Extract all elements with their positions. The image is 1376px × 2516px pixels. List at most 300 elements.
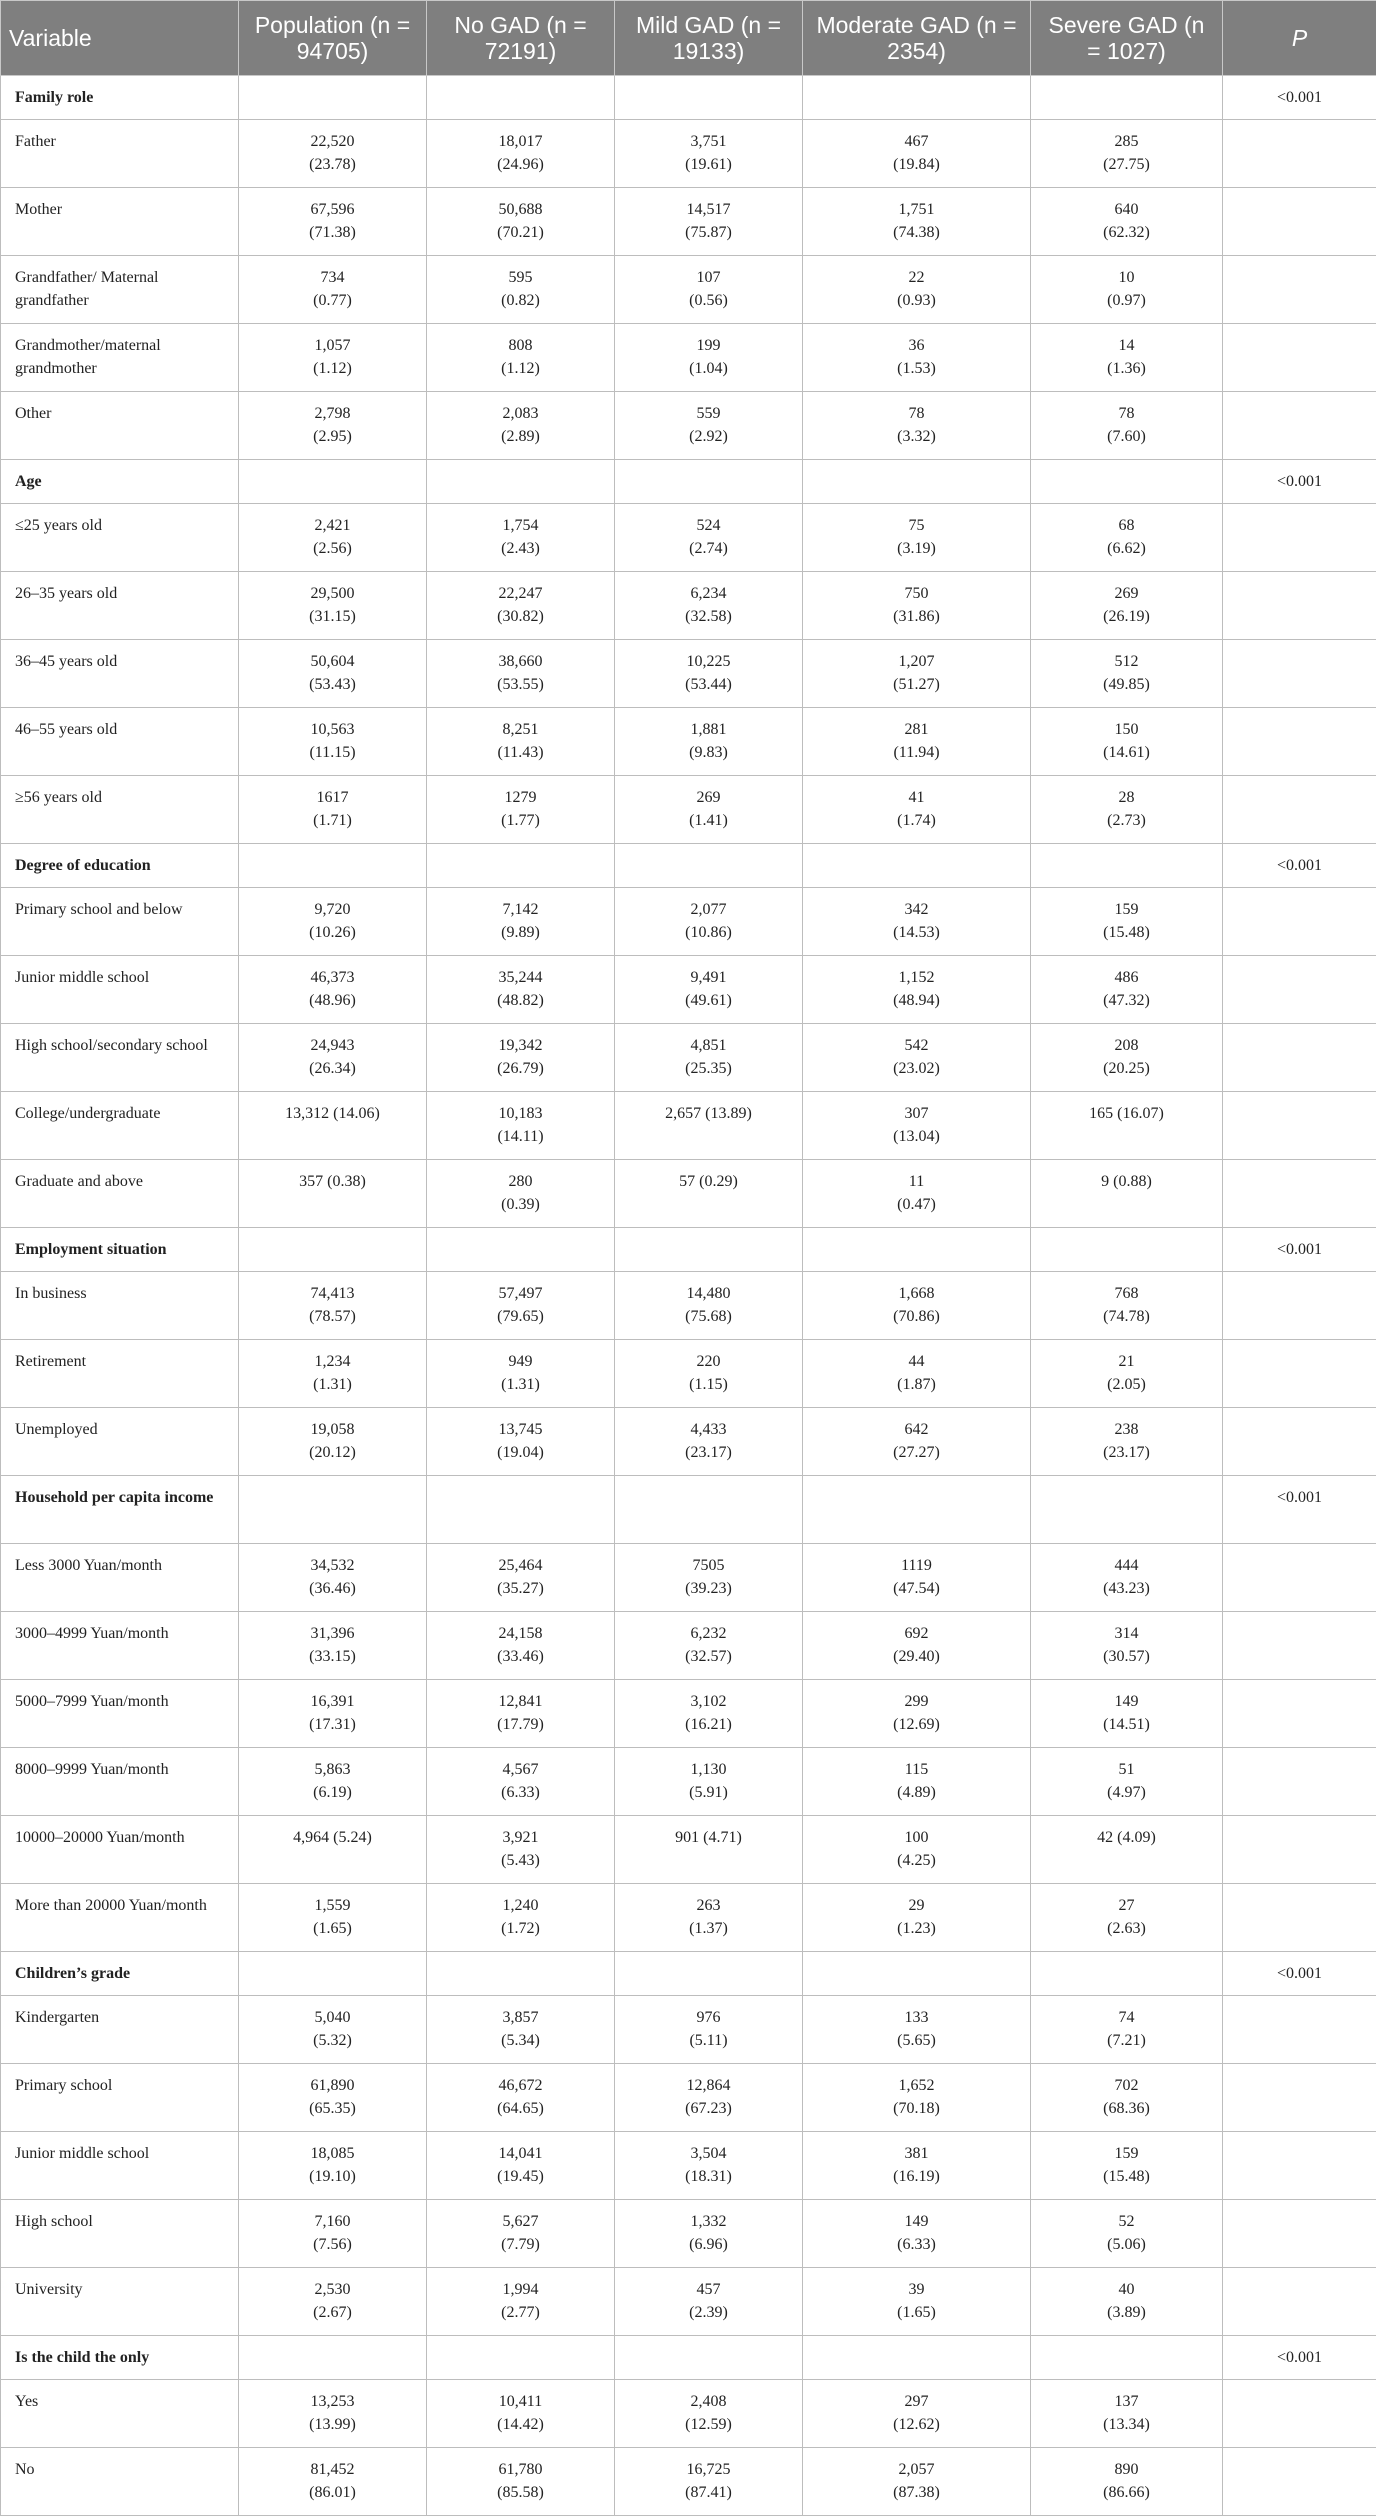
row-label: University [1, 2268, 239, 2336]
empty-cell [427, 1228, 615, 1272]
value-cell [1031, 1160, 1223, 1228]
value-cell [803, 2380, 1031, 2448]
count-text: 640 [1043, 198, 1210, 221]
row-label: 8000–9999 Yuan/month [1, 1748, 239, 1816]
empty-cell [1223, 1024, 1376, 1092]
count-text: 559 [627, 402, 790, 425]
count-text: 381 [815, 2142, 1018, 2165]
percent-text: (23.17) [1043, 1441, 1210, 1464]
count-text: 1,668 [815, 1282, 1018, 1305]
percent-text: (78.57) [251, 1305, 414, 1328]
value-cell [803, 392, 1031, 460]
section-row [1, 460, 1376, 504]
percent-text: (14.51) [1043, 1713, 1210, 1736]
value-cell [1031, 1884, 1223, 1952]
percent-text: (5.32) [251, 2029, 414, 2052]
value-cell [803, 2448, 1031, 2516]
count-text: 1,881 [627, 718, 790, 741]
count-text: 1,207 [815, 650, 1018, 673]
percent-text: (31.86) [815, 605, 1018, 628]
row-label: 36–45 years old [1, 640, 239, 708]
value-cell [803, 1816, 1031, 1884]
percent-text: (7.60) [1043, 425, 1210, 448]
percent-text: (1.65) [251, 1917, 414, 1940]
value-cell [239, 2380, 427, 2448]
percent-text: (53.44) [627, 673, 790, 696]
value-cell [803, 956, 1031, 1024]
percent-text: (19.10) [251, 2165, 414, 2188]
percent-text: (62.32) [1043, 221, 1210, 244]
percent-text: (0.93) [815, 289, 1018, 312]
value-cell [803, 1024, 1031, 1092]
percent-text: (74.78) [1043, 1305, 1210, 1328]
percent-text: (19.61) [627, 153, 790, 176]
table-row [1, 1544, 1376, 1612]
count-text: 1,994 [439, 2278, 602, 2301]
percent-text: (3.19) [815, 537, 1018, 560]
value-cell [239, 120, 427, 188]
p-value: <0.001 [1223, 844, 1376, 888]
percent-text: (33.15) [251, 1645, 414, 1668]
table-header [1, 1, 1376, 76]
value-cell [427, 2064, 615, 2132]
percent-text: (27.27) [815, 1441, 1018, 1464]
count-text: 314 [1043, 1622, 1210, 1645]
value-cell [427, 504, 615, 572]
empty-cell [239, 1952, 427, 1996]
percent-text: (1.15) [627, 1373, 790, 1396]
count-text: 9,720 [251, 898, 414, 921]
count-text: 3,504 [627, 2142, 790, 2165]
percent-text: (1.31) [251, 1373, 414, 1396]
percent-text: (67.23) [627, 2097, 790, 2120]
empty-cell [1223, 188, 1376, 256]
percent-text: (15.48) [1043, 2165, 1210, 2188]
empty-cell [239, 460, 427, 504]
percent-text: (11.94) [815, 741, 1018, 764]
value-cell [615, 392, 803, 460]
empty-cell [1031, 1476, 1223, 1544]
count-text: 34,532 [251, 1554, 414, 1577]
count-text: 36 [815, 334, 1018, 357]
percent-text: (6.96) [627, 2233, 790, 2256]
count-text: 13,745 [439, 1418, 602, 1441]
value-cell [803, 120, 1031, 188]
value-cell [803, 1160, 1031, 1228]
row-label: Yes [1, 2380, 239, 2448]
value-cell [615, 256, 803, 324]
value-cell [803, 256, 1031, 324]
value-cell [615, 2268, 803, 2336]
value-cell [1031, 572, 1223, 640]
section-title: Employment situation [1, 1228, 239, 1272]
percent-text: (75.68) [627, 1305, 790, 1328]
value-cell [1031, 2268, 1223, 2336]
percent-text: (15.48) [1043, 921, 1210, 944]
percent-text: (19.45) [439, 2165, 602, 2188]
value-cell [615, 640, 803, 708]
value-cell [427, 956, 615, 1024]
percent-text: (87.38) [815, 2481, 1018, 2504]
empty-cell [1223, 956, 1376, 1024]
count-text: 281 [815, 718, 1018, 741]
count-text: 67,596 [251, 198, 414, 221]
percent-text: (2.67) [251, 2301, 414, 2324]
value-cell [615, 1884, 803, 1952]
value-cell [803, 2132, 1031, 2200]
percent-text: (20.25) [1043, 1057, 1210, 1080]
value-cell [1031, 504, 1223, 572]
row-label: Retirement [1, 1340, 239, 1408]
value-cell [1031, 2064, 1223, 2132]
count-text: 2,408 [627, 2390, 790, 2413]
empty-cell [1223, 504, 1376, 572]
count-text: 5,863 [251, 1758, 414, 1781]
row-label: More than 20000 Yuan/month [1, 1884, 239, 1952]
empty-cell [239, 2336, 427, 2380]
count-text: 6,232 [627, 1622, 790, 1645]
count-text: 81,452 [251, 2458, 414, 2481]
percent-text: (86.01) [251, 2481, 414, 2504]
value-cell [615, 1272, 803, 1340]
count-text: 1,751 [815, 198, 1018, 221]
value-cell [803, 188, 1031, 256]
table-row [1, 1340, 1376, 1408]
empty-cell [803, 2336, 1031, 2380]
count-text: 24,943 [251, 1034, 414, 1057]
percent-text: (14.53) [815, 921, 1018, 944]
count-text: 10,411 [439, 2390, 602, 2413]
value-cell [1031, 1680, 1223, 1748]
empty-cell [1031, 76, 1223, 120]
value-cell [803, 1272, 1031, 1340]
count-text: 40 [1043, 2278, 1210, 2301]
value-cell [615, 1996, 803, 2064]
count-text: 7505 [627, 1554, 790, 1577]
percent-text: (24.96) [439, 153, 602, 176]
table-row [1, 640, 1376, 708]
value-cell [615, 2380, 803, 2448]
count-text: 642 [815, 1418, 1018, 1441]
count-text: 1,332 [627, 2210, 790, 2233]
percent-text: (19.84) [815, 153, 1018, 176]
count-text: 115 [815, 1758, 1018, 1781]
count-text: 238 [1043, 1418, 1210, 1441]
percent-text: (13.04) [815, 1125, 1018, 1148]
value-cell [803, 1340, 1031, 1408]
value-cell [803, 1408, 1031, 1476]
count-text: 29 [815, 1894, 1018, 1917]
value-cell [1031, 1816, 1223, 1884]
empty-cell [803, 76, 1031, 120]
percent-text: (47.54) [815, 1577, 1018, 1600]
empty-cell [803, 1228, 1031, 1272]
count-text: 16,391 [251, 1690, 414, 1713]
p-value: <0.001 [1223, 76, 1376, 120]
value-cell [239, 640, 427, 708]
empty-cell [1223, 1612, 1376, 1680]
value-cell [239, 256, 427, 324]
percent-text: (85.58) [439, 2481, 602, 2504]
value-cell [427, 2200, 615, 2268]
section-row [1, 1476, 1376, 1544]
count-text: 269 [1043, 582, 1210, 605]
percent-text: (1.74) [815, 809, 1018, 832]
value-cell [239, 1816, 427, 1884]
value-cell [239, 2132, 427, 2200]
row-label: 5000–7999 Yuan/month [1, 1680, 239, 1748]
value-cell [1031, 888, 1223, 956]
table-row [1, 1024, 1376, 1092]
value-cell [239, 1340, 427, 1408]
count-text: 199 [627, 334, 790, 357]
value-cell [1031, 1024, 1223, 1092]
table-row [1, 324, 1376, 392]
value-cell [803, 1884, 1031, 1952]
percent-text: (1.65) [815, 2301, 1018, 2324]
value-cell [1031, 188, 1223, 256]
count-text: 2,421 [251, 514, 414, 537]
empty-cell [1223, 1748, 1376, 1816]
value-cell [239, 504, 427, 572]
percent-text: (47.32) [1043, 989, 1210, 1012]
percent-text: (14.61) [1043, 741, 1210, 764]
value-cell [427, 1748, 615, 1816]
percent-text: (0.97) [1043, 289, 1210, 312]
value-cell [803, 708, 1031, 776]
value-cell [427, 888, 615, 956]
percent-text: (2.92) [627, 425, 790, 448]
value-cell [1031, 2380, 1223, 2448]
value-cell [1031, 1272, 1223, 1340]
count-text: 46,373 [251, 966, 414, 989]
row-label: Junior middle school [1, 956, 239, 1024]
count-text: 702 [1043, 2074, 1210, 2097]
count-text: 16,725 [627, 2458, 790, 2481]
value-cell [427, 1996, 615, 2064]
percent-text: (2.89) [439, 425, 602, 448]
percent-text: (1.77) [439, 809, 602, 832]
value-cell [615, 708, 803, 776]
count-text: 29,500 [251, 582, 414, 605]
value-cell [427, 256, 615, 324]
empty-cell [1223, 1544, 1376, 1612]
percent-text: (14.11) [439, 1125, 602, 1148]
section-title: Degree of education [1, 844, 239, 888]
count-text: 41 [815, 786, 1018, 809]
percent-text: (3.89) [1043, 2301, 1210, 2324]
empty-cell [1223, 776, 1376, 844]
value-cell [803, 1612, 1031, 1680]
value-cell [427, 1160, 615, 1228]
value-cell [615, 1612, 803, 1680]
empty-cell [1223, 2200, 1376, 2268]
value-cell [427, 1612, 615, 1680]
empty-cell [427, 76, 615, 120]
count-text: 10,563 [251, 718, 414, 741]
percent-text: (65.35) [251, 2097, 414, 2120]
count-text: 8,251 [439, 718, 602, 741]
empty-cell [615, 844, 803, 888]
percent-text: (4.89) [815, 1781, 1018, 1804]
percent-text: (79.65) [439, 1305, 602, 1328]
value-cell [239, 2200, 427, 2268]
percent-text: (1.23) [815, 1917, 1018, 1940]
count-text: 3,857 [439, 2006, 602, 2029]
count-text: 165 (16.07) [1043, 1102, 1210, 1125]
percent-text: (17.31) [251, 1713, 414, 1736]
value-cell [239, 1996, 427, 2064]
percent-text: (12.69) [815, 1713, 1018, 1736]
count-text: 269 [627, 786, 790, 809]
count-text: 692 [815, 1622, 1018, 1645]
table-row [1, 1272, 1376, 1340]
table-row [1, 1748, 1376, 1816]
empty-cell [1223, 1816, 1376, 1884]
table-body [1, 76, 1376, 2516]
percent-text: (19.04) [439, 1441, 602, 1464]
count-text: 61,780 [439, 2458, 602, 2481]
value-cell [615, 1160, 803, 1228]
empty-cell [1223, 1272, 1376, 1340]
table-row [1, 2380, 1376, 2448]
empty-cell [615, 1952, 803, 1996]
count-text: 78 [1043, 402, 1210, 425]
count-text: 19,058 [251, 1418, 414, 1441]
count-text: 1,057 [251, 334, 414, 357]
count-text: 307 [815, 1102, 1018, 1125]
value-cell [615, 776, 803, 844]
percent-text: (18.31) [627, 2165, 790, 2188]
empty-cell [1031, 844, 1223, 888]
count-text: 24,158 [439, 1622, 602, 1645]
section-title: Age [1, 460, 239, 504]
empty-cell [1031, 1228, 1223, 1272]
value-cell [239, 1612, 427, 1680]
percent-text: (20.12) [251, 1441, 414, 1464]
count-text: 52 [1043, 2210, 1210, 2233]
table-row [1, 708, 1376, 776]
percent-text: (7.56) [251, 2233, 414, 2256]
table-row [1, 1612, 1376, 1680]
percent-text: (0.47) [815, 1193, 1018, 1216]
count-text: 3,102 [627, 1690, 790, 1713]
count-text: 137 [1043, 2390, 1210, 2413]
count-text: 444 [1043, 1554, 1210, 1577]
value-cell [427, 1408, 615, 1476]
empty-cell [427, 1476, 615, 1544]
empty-cell [803, 460, 1031, 504]
table-row [1, 1408, 1376, 1476]
value-cell [239, 572, 427, 640]
table-row [1, 888, 1376, 956]
count-text: 2,057 [815, 2458, 1018, 2481]
count-text: 57,497 [439, 1282, 602, 1305]
count-text: 2,083 [439, 402, 602, 425]
value-cell [615, 2200, 803, 2268]
count-text: 12,864 [627, 2074, 790, 2097]
count-text: 133 [815, 2006, 1018, 2029]
empty-cell [615, 2336, 803, 2380]
percent-text: (43.23) [1043, 1577, 1210, 1600]
empty-cell [1223, 1996, 1376, 2064]
value-cell [239, 324, 427, 392]
count-text: 28 [1043, 786, 1210, 809]
value-cell [1031, 1092, 1223, 1160]
percent-text: (33.46) [439, 1645, 602, 1668]
value-cell [1031, 256, 1223, 324]
count-text: 1,754 [439, 514, 602, 537]
percent-text: (26.79) [439, 1057, 602, 1080]
percent-text: (53.43) [251, 673, 414, 696]
value-cell [239, 1092, 427, 1160]
empty-cell [239, 1476, 427, 1544]
count-text: 50,604 [251, 650, 414, 673]
empty-cell [239, 844, 427, 888]
value-cell [615, 324, 803, 392]
value-cell [803, 1680, 1031, 1748]
row-label: Mother [1, 188, 239, 256]
count-text: 2,657 (13.89) [627, 1102, 790, 1125]
value-cell [615, 572, 803, 640]
empty-cell [803, 1952, 1031, 1996]
count-text: 1617 [251, 786, 414, 809]
value-cell [615, 1680, 803, 1748]
value-cell [427, 1272, 615, 1340]
count-text: 107 [627, 266, 790, 289]
count-text: 768 [1043, 1282, 1210, 1305]
count-text: 14 [1043, 334, 1210, 357]
value-cell [427, 2132, 615, 2200]
count-text: 949 [439, 1350, 602, 1373]
count-text: 78 [815, 402, 1018, 425]
percent-text: (0.39) [439, 1193, 602, 1216]
value-cell [803, 2200, 1031, 2268]
table-row [1, 1996, 1376, 2064]
value-cell [1031, 708, 1223, 776]
percent-text: (30.82) [439, 605, 602, 628]
value-cell [615, 888, 803, 956]
value-cell [1031, 324, 1223, 392]
value-cell [427, 708, 615, 776]
percent-text: (5.65) [815, 2029, 1018, 2052]
count-text: 149 [815, 2210, 1018, 2233]
value-cell [1031, 640, 1223, 708]
value-cell [427, 1884, 615, 1952]
count-text: 21 [1043, 1350, 1210, 1373]
empty-cell [427, 1952, 615, 1996]
percent-text: (36.46) [251, 1577, 414, 1600]
row-label: 3000–4999 Yuan/month [1, 1612, 239, 1680]
value-cell [239, 1272, 427, 1340]
percent-text: (1.04) [627, 357, 790, 380]
section-row [1, 76, 1376, 120]
percent-text: (5.43) [439, 1849, 602, 1872]
count-text: 22,247 [439, 582, 602, 605]
empty-cell [1223, 256, 1376, 324]
value-cell [1031, 1612, 1223, 1680]
table-row [1, 2064, 1376, 2132]
table-row [1, 2448, 1376, 2516]
percent-text: (74.38) [815, 221, 1018, 244]
table-row [1, 1160, 1376, 1228]
value-cell [427, 1340, 615, 1408]
percent-text: (29.40) [815, 1645, 1018, 1668]
row-label: Kindergarten [1, 1996, 239, 2064]
percent-text: (25.35) [627, 1057, 790, 1080]
table-row [1, 188, 1376, 256]
count-text: 5,040 [251, 2006, 414, 2029]
